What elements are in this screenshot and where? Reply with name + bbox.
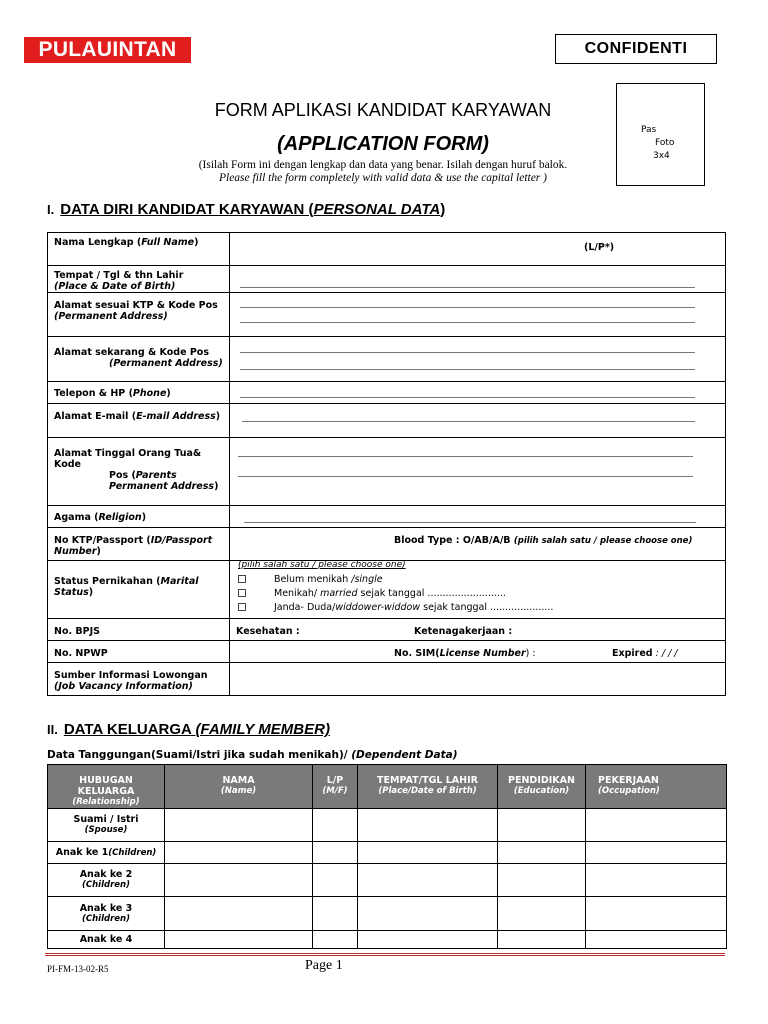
personal-data-table (47, 232, 726, 696)
cell-name[interactable] (165, 809, 313, 842)
row-npwp (48, 641, 726, 663)
row-religion (48, 506, 726, 528)
cell-gender[interactable] (313, 897, 358, 931)
phone-field[interactable] (230, 382, 726, 404)
photo-label-1: Pas (641, 125, 657, 135)
row-parent-address (48, 438, 726, 506)
company-logo: PULAUINTAN (24, 37, 191, 63)
marital-option-widowed[interactable]: Janda- Duda/widdower-widdow sejak tanggal ..................... (238, 602, 553, 613)
email-label: Alamat E-mail (E-mail Address) (48, 404, 230, 438)
cell-gender[interactable] (313, 842, 358, 864)
cell-birth[interactable] (358, 864, 498, 897)
gender-label: (L/P*) (584, 242, 615, 253)
row-marital (48, 561, 726, 619)
bpjs-health-label: Kesehatan : (236, 626, 300, 637)
ktp-label: No KTP/Passport (ID/Passport Number) (48, 528, 230, 561)
row-full-name (48, 233, 726, 266)
table-row (48, 842, 727, 864)
bpjs-label: No. BPJS (48, 619, 230, 641)
religion-label: Agama (Religion) (48, 506, 230, 528)
row-vacancy (48, 663, 726, 696)
row-birth (48, 266, 726, 293)
row-ktp (48, 528, 726, 561)
marital-label: Status Pernikahan (Marital Status) (48, 561, 230, 619)
row-bpjs (48, 619, 726, 641)
form-subtitle: (APPLICATION FORM) (277, 133, 489, 155)
birth-field[interactable] (230, 266, 726, 293)
photo-box (616, 83, 705, 186)
confidential-stamp: CONFIDENTI (555, 34, 717, 64)
cell-birth[interactable] (358, 842, 498, 864)
marital-field (230, 561, 726, 619)
cell-gender[interactable] (313, 864, 358, 897)
cell-birth[interactable] (358, 931, 498, 949)
row-label: Suami / Istri (Spouse) (48, 809, 165, 842)
row-current-address (48, 337, 726, 382)
cell-education[interactable] (498, 931, 586, 949)
table-row (48, 809, 727, 842)
family-header-row (48, 765, 727, 809)
instruction-en: Please fill the form completely with valid data & use the capital letter ) (218, 172, 547, 184)
cell-birth[interactable] (358, 897, 498, 931)
section-2-title: DATA KELUARGA (FAMILY MEMBER) (63, 721, 330, 738)
phone-label: Telepon & HP (Phone) (48, 382, 230, 404)
cell-birth[interactable] (358, 809, 498, 842)
table-row (48, 931, 727, 949)
section-1-title: DATA DIRI KANDIDAT KARYAWAN (PERSONAL DATA) (60, 201, 446, 218)
parent-address-field[interactable] (230, 438, 726, 506)
cell-occupation[interactable] (586, 864, 727, 897)
email-field[interactable] (230, 404, 726, 438)
sim-label: No. SIM(License Number) : (394, 648, 536, 659)
marital-hint: (pilih salah satu / please choose one) (238, 560, 406, 570)
cell-education[interactable] (498, 809, 586, 842)
ktp-address-field[interactable] (230, 293, 726, 337)
col-birth: TEMPAT/TGL LAHIR (Place/Date of Birth) (358, 765, 498, 809)
row-label: Anak ke 4 (48, 931, 165, 949)
current-address-label: Alamat sekarang & Kode Pos (Permanent Address) (48, 337, 230, 382)
checkbox-widowed[interactable] (238, 603, 246, 611)
cell-occupation[interactable] (586, 809, 727, 842)
marital-option-single[interactable]: Belum menikah /single (238, 574, 383, 585)
row-ktp-address (48, 293, 726, 337)
ktp-field[interactable] (230, 528, 726, 561)
vacancy-field[interactable] (230, 663, 726, 696)
col-occupation: PEKERJAAN (Occupation) (586, 765, 727, 809)
checkbox-single[interactable] (238, 575, 246, 583)
birth-label: Tempat / Tgl & thn Lahir (Place & Date of Birth) (48, 266, 230, 293)
cell-occupation[interactable] (586, 931, 727, 949)
page-number: Page 1 (305, 958, 343, 973)
cell-education[interactable] (498, 897, 586, 931)
row-phone (48, 382, 726, 404)
section-1-number: I. (47, 202, 55, 217)
row-label: Anak ke 3 (Children) (48, 897, 165, 931)
current-address-field[interactable] (230, 337, 726, 382)
table-row (48, 864, 727, 897)
religion-field[interactable] (230, 506, 726, 528)
section-2-number: II. (47, 722, 58, 737)
row-label: Anak ke 1(Children) (48, 842, 165, 864)
col-education: PENDIDIKAN (Education) (498, 765, 586, 809)
parent-address-label: Alamat Tinggal Orang Tua& Kode Pos (Parents Permanent Address) (48, 438, 230, 506)
cell-occupation[interactable] (586, 897, 727, 931)
blood-type[interactable]: Blood Type : O/AB/A/B (pilih salah satu / please choose one) (394, 535, 693, 546)
full-name-field[interactable] (230, 233, 726, 266)
cell-occupation[interactable] (586, 842, 727, 864)
cell-education[interactable] (498, 864, 586, 897)
bpjs-labor-label: Ketenagakerjaan : (414, 626, 513, 637)
ktp-address-label: Alamat sesuai KTP & Kode Pos (Permanent Address) (48, 293, 230, 337)
photo-label-2: Foto (655, 138, 675, 148)
npwp-field[interactable] (230, 641, 726, 663)
cell-gender[interactable] (313, 931, 358, 949)
row-email (48, 404, 726, 438)
form-title: FORM APLIKASI KANDIDAT KARYAWAN (214, 100, 552, 120)
bpjs-field[interactable] (230, 619, 726, 641)
cell-name[interactable] (165, 931, 313, 949)
expired-label: Expired : / / / (612, 648, 678, 659)
footer-rule (45, 953, 725, 956)
family-table (47, 764, 727, 949)
col-name: NAMA (Name) (165, 765, 313, 809)
section-1-heading (47, 201, 445, 218)
cell-name[interactable] (165, 842, 313, 864)
cell-gender[interactable] (313, 809, 358, 842)
photo-label-3: 3x4 (653, 151, 670, 161)
dependent-data-label: Data Tanggungan(Suami/Istri jika sudah menikah)/ (Dependent Data) (47, 749, 458, 761)
row-label: Anak ke 2 (Children) (48, 864, 165, 897)
col-gender: L/P (M/F) (313, 765, 358, 809)
col-relationship: HUBUGAN KELUARGA (Relationship) (48, 765, 165, 809)
marital-option-married[interactable]: Menikah/ married sejak tanggal .......................... (238, 588, 506, 599)
checkbox-married[interactable] (238, 589, 246, 597)
table-row (48, 897, 727, 931)
full-name-label: Nama Lengkap (Full Name) (48, 233, 230, 266)
cell-name[interactable] (165, 864, 313, 897)
cell-education[interactable] (498, 842, 586, 864)
instruction-id: (Isilah Form ini dengan lengkap dan data yang benar. Isilah dengan huruf balok. (198, 159, 568, 171)
cell-name[interactable] (165, 897, 313, 931)
section-2-heading (47, 721, 330, 738)
form-code: PI-FM-13-02-R5 (47, 964, 109, 974)
vacancy-label: Sumber Informasi Lowongan (Job Vacancy Information) (48, 663, 230, 696)
npwp-label: No. NPWP (48, 641, 230, 663)
